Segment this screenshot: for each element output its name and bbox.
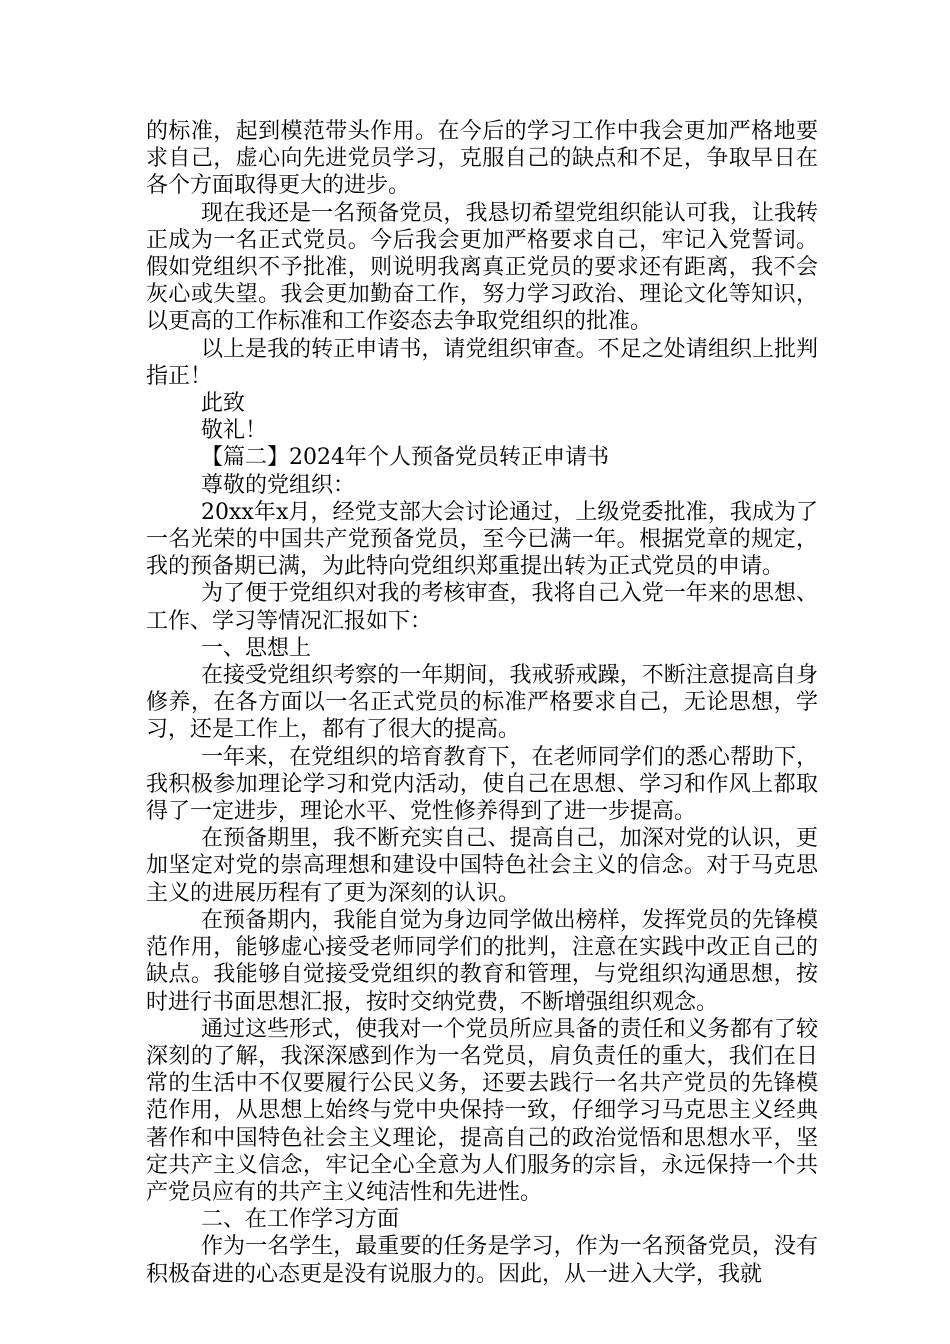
paragraph: 在预备期内，我能自觉为身边同学做出榜样，发挥党员的先锋模范作用，能够虚心接受老师同学们的批判，注意在实践中改正自己的缺点。我能够自觉接受党组织的教育和管理，与党组织沟通思想，按时进行书面思想汇报，按时交纳党费，不断增强组织观念。 bbox=[146, 907, 818, 1015]
closing-regards: 敬礼！ bbox=[201, 418, 268, 444]
paragraph: 在接受党组织考察的一年期间，我戒骄戒躁，不断注意提高自身修养，在各方面以一名正式党员的标准严格要求自己，无论思想，学习，还是工作上，都有了很大的提高。 bbox=[146, 663, 818, 743]
closing-salutation: 此致 bbox=[201, 391, 246, 417]
paragraph: 以上是我的转正申请书，请党组织审查。不足之处请组织上批判指正！ bbox=[146, 336, 818, 389]
paragraph: 一年来，在党组织的培育教育下，在老师同学们的悉心帮助下，我积极参加理论学习和党内活动，使自己在思想、学习和作风上都取得了一定进步，理论水平、党性修养得到了进一步提高。 bbox=[146, 744, 818, 825]
section-title: 【篇二】2024年个人预备党员转正申请书 bbox=[201, 445, 609, 471]
paragraph: 在预备期里，我不断充实自己、提高自己，加深对党的认识，更加坚定对党的崇高理想和建设中国特色社会主义的信念。对于马克思主义的进展历程有了更为深刻的认识。 bbox=[146, 826, 818, 906]
document-body bbox=[146, 118, 818, 1288]
subheading: 二、在工作学习方面 bbox=[201, 1207, 400, 1233]
paragraph: 通过这些形式，使我对一个党员所应具备的责任和义务都有了较深刻的了解，我深深感到作为一名党员，肩负责任的重大，我们在日常的生活中不仅要履行公民义务，还要去践行一名共产党员的先锋模范作用，从思想上始终与党中央保持一致，仔细学习马克思主义经典著作和中国特色社会主义理论，提高自己的政治觉悟和思想水平，坚定共产主义信念，牢记全心全意为人们服务的宗旨，永远保持一个共产党员应有的共产主义纯洁性和先进性。 bbox=[146, 1016, 818, 1205]
paragraph: 为了便于党组织对我的考核审查，我将自己入党一年来的思想、工作、学习等情况汇报如下： bbox=[146, 581, 818, 634]
paragraph: 的标准，起到模范带头作用。在今后的学习工作中我会更加严格地要求自己，虚心向先进党员学习，克服自己的缺点和不足，争取早日在各个方面取得更大的进步。 bbox=[146, 119, 818, 199]
subheading: 一、思想上 bbox=[201, 635, 312, 661]
paragraph: 作为一名学生，最重要的任务是学习，作为一名预备党员，没有积极奋进的心态更是没有说服力的。因此，从一进入大学，我就 bbox=[146, 1234, 818, 1287]
paragraph: 现在我还是一名预备党员，我恳切希望党组织能认可我，让我转正成为一名正式党员。今后我会更加严格要求自己，牢记入党誓词。假如党组织不予批准，则说明我离真正党员的要求还有距离，我不会灰心或失望。我会更加勤奋工作，努力学习政治、理论文化等知识，以更高的工作标准和工作姿态去争取党组织的批准。 bbox=[146, 200, 818, 335]
paragraph: 20xx年x月，经党支部大会讨论通过，上级党委批准，我成为了一名光荣的中国共产党预备党员，至今已满一年。根据党章的规定，我的预备期已满，为此特向党组织郑重提出转为正式党员的申请。 bbox=[146, 499, 818, 580]
greeting: 尊敬的党组织： bbox=[201, 472, 356, 498]
